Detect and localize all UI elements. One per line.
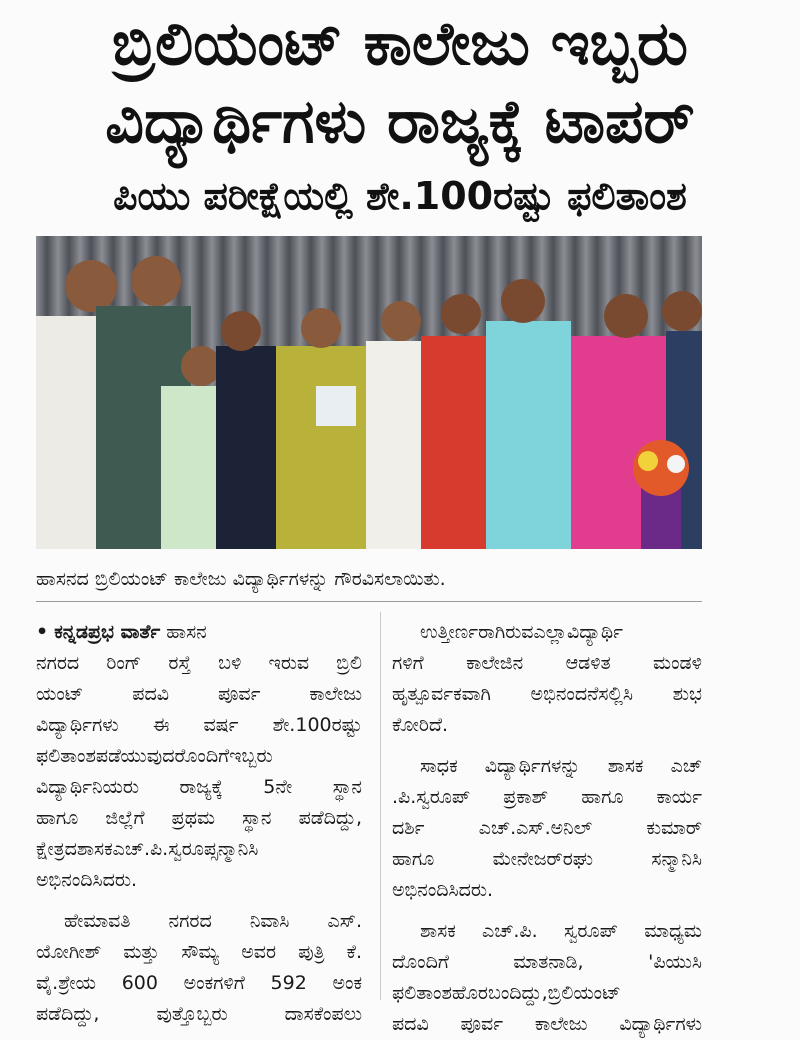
article-line: ವೈ.ಶ್ರೇಯ 600 ಅಂಕಗಳಿಗೆ 592 ಅಂಕ [36,972,362,994]
article-left-column [36,617,362,1030]
article-line: ವಿದ್ಯಾರ್ಥಿಗಳು ಈ ವರ್ಷ ಶೇ.100ರಷ್ಟು [36,714,362,736]
article-line: ದರ್ಶಿ ಎಚ್.ಎಸ್.ಅನಿಲ್ ಕುಮಾರ್ [392,817,702,839]
article-line: ಸಾಧಕ ವಿದ್ಯಾರ್ಥಿಗಳನ್ನು ಶಾಸಕ ಎಚ್ [420,755,702,777]
photo-caption: ಹಾಸನದ ಬ್ರಿಲಿಯಂಟ್ ಕಾಲೇಜು ವಿದ್ಯಾರ್ಥಿಗಳನ್ನು ಗೌರವಿಸಲಾಯಿತು. [36,568,446,590]
caption-divider [36,601,702,602]
article-line: ಫಲಿತಾಂಶಹೊರಬಂದಿದ್ದು,ಬ್ರಿಲಿಯಂಟ್ [392,982,621,1004]
article-line: ಗಳಿಗೆ ಕಾಲೇಜಿನ ಆಡಳಿತ ಮಂಡಳಿ [392,652,702,674]
sub-headline: ಪಿಯು ಪರೀಕ್ಷೆಯಲ್ಲಿ ಶೇ.100ರಷ್ಟು ಫಲಿತಾಂಶ [113,174,687,218]
news-photo [36,236,702,549]
byline [36,617,362,648]
article-line: ಹೃತ್ಪೂರ್ವಕವಾಗಿ ಅಭಿನಂದನೆಸಲ್ಲಿಸಿ ಶುಭ [392,683,702,705]
article-line: ಹಾಗೂ ಮೇನೇಜರ್‌ರಘು ಸನ್ಮಾನಿಸಿ [392,848,702,870]
article-line: ಯೋಗೀಶ್ ಮತ್ತು ಸೌಮ್ಯ ಅವರ ಪುತ್ರಿ ಕೆ. [36,941,362,963]
article-line: ಪದವಿ ಪೂರ್ವ ಕಾಲೇಜು ವಿದ್ಯಾರ್ಥಿಗಳು [392,1013,702,1035]
byline-bullet: • [36,621,49,643]
article-line: ಯಂಟ್ ಪದವಿ ಪೂರ್ವ ಕಾಲೇಜು [36,683,362,705]
byline-place: ಹಾಸನ [166,621,207,643]
article-line: ನಗರದ ರಿಂಗ್ ರಸ್ತೆ ಬಳಿ ಇರುವ ಬ್ರಿಲಿ [36,652,362,674]
article-line: ಶಾಸಕ ಎಚ್.ಪಿ. ಸ್ವರೂಪ್ ಮಾಧ್ಯಮ [420,920,702,942]
article-line: ಹೇಮಾವತಿ ನಗರದ ನಿವಾಸಿ ಎಸ್. [64,910,362,932]
article-line: ಹಾಗೂ ಜಿಲ್ಲೆಗೆ ಪ್ರಥಮ ಸ್ಥಾನ ಪಡೆದಿದ್ದು, [36,807,362,829]
paragraph-gap [392,906,702,916]
article-right-column [392,617,702,1040]
article-line: ದೊಂದಿಗೆ ಮಾತನಾಡಿ, 'ಪಿಯುಸಿ [392,951,702,973]
byline-source: ಕನ್ನಡಪ್ರಭ ವಾರ್ತೆ [54,621,161,643]
article-line: ಅಭಿನಂದಿಸಿದರು. [392,879,494,901]
article-line: .ಪಿ.ಸ್ವರೂಪ್ ಪ್ರಕಾಶ್ ಹಾಗೂ ಕಾರ್ಯ [392,786,702,808]
article-line: ಪಡೆದಿದ್ದು, ವುತ್ತೊಬ್ಬರು ದಾಸಕೆಂಪಲು [36,1003,362,1025]
article-line: ಕ್ಷೇತ್ರದಶಾಸಕಎಚ್.ಪಿ.ಸ್ವರೂಪ್ಸನ್ಮಾನಿಸಿ [36,838,259,860]
headline-line-2: ವಿದ್ಯಾರ್ಥಿಗಳು ರಾಜ್ಯಕ್ಕೆ ಟಾಪರ್ [105,87,695,157]
article-line: ಅಭಿನಂದಿಸಿದರು. [36,869,138,891]
felicitation-photo-illustration [36,236,702,549]
article-line: ಫಲಿತಾಂಶಪಡೆಯುವುದರೊಂದಿಗೆಇಬ್ಬರು [36,745,273,767]
article-line: ಉತ್ತೀರ್ಣರಾಗಿರುವಎಲ್ಲಾವಿದ್ಯಾರ್ಥಿ [420,621,623,643]
article-line: ವಿದ್ಯಾರ್ಥಿನಿಯರು ರಾಜ್ಯಕ್ಕೆ 5ನೇ ಸ್ಥಾನ [36,776,362,798]
article-line: ಕೋರಿದೆ. [392,714,449,736]
paragraph-gap [36,896,362,906]
paragraph-gap [392,741,702,751]
headline-line-1: ಬ್ರಿಲಿಯಂಟ್ ಕಾಲೇಜು ಇಬ್ಬರು [112,9,688,79]
column-divider [380,612,381,1000]
